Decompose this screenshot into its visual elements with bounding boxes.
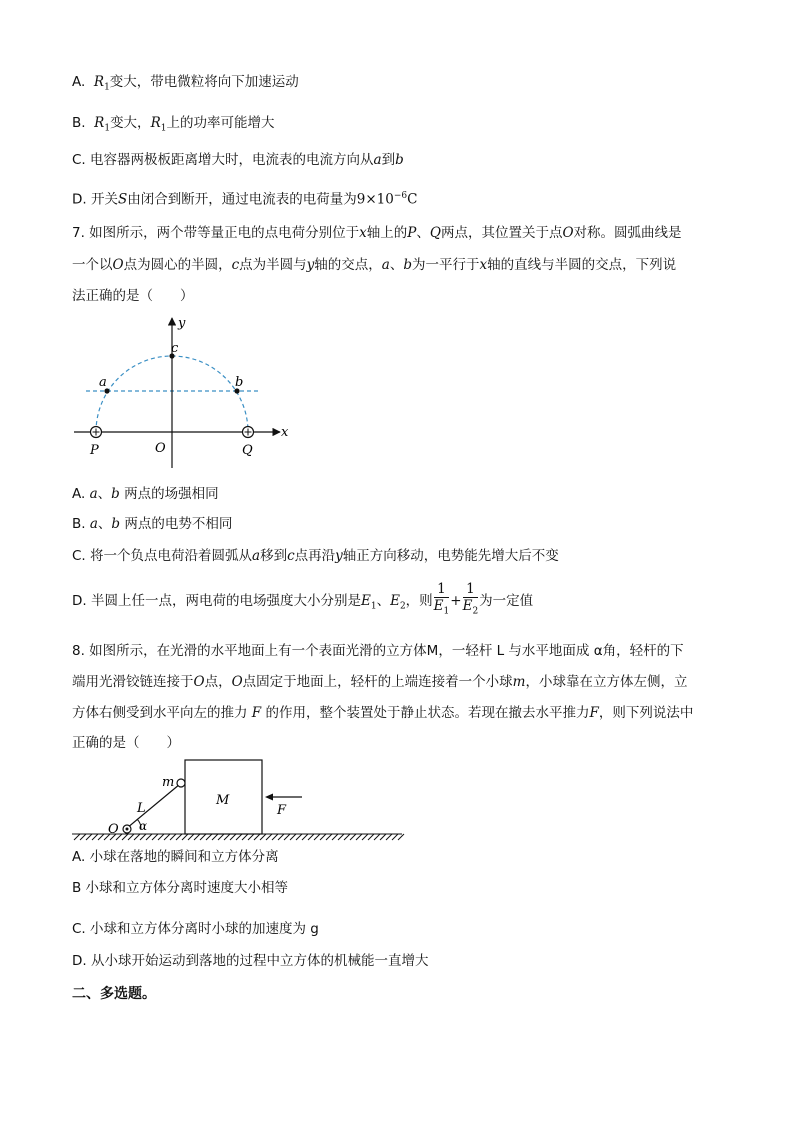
- fraction-1-over-e2: $\frac{1}{E_2}$: [462, 581, 479, 617]
- q8-option-a: A. 小球在落地的瞬间和立方体分离: [72, 849, 279, 865]
- ground-hatch-mark: [152, 834, 158, 840]
- q8-stem-line-2: 端用光滑铰链连接于O点，O点固定于地面上，轻杆的上端连接着一个小球m，小球靠在立方体左侧，立: [72, 674, 688, 690]
- q6-option-d: D. 开关S由闭合到断开，通过电流表的电荷量为$9\times 10^{-6}C$: [72, 191, 418, 208]
- q8-option-c: C. 小球和立方体分离时小球的加速度为 g: [72, 921, 319, 937]
- ground-hatch-mark: [254, 834, 260, 840]
- ground-hatch-mark: [398, 834, 404, 840]
- q6-option-a: A. $R_1$变大，带电微粒将向下加速运动: [72, 74, 299, 93]
- ground-hatch-mark: [140, 834, 146, 840]
- ground-hatch-mark: [80, 834, 86, 840]
- label-p: P: [90, 443, 99, 458]
- ground-hatch-mark: [308, 834, 314, 840]
- ground-hatch-mark: [374, 834, 380, 840]
- label-F: F: [277, 803, 287, 818]
- ground-hatch-mark: [284, 834, 290, 840]
- ground-hatch-mark: [206, 834, 212, 840]
- ground-hatch-mark: [212, 834, 218, 840]
- q8-figure: [70, 756, 410, 846]
- label-c: c: [171, 341, 179, 356]
- ground-hatch-mark: [74, 834, 80, 840]
- charge-p: [91, 427, 102, 438]
- ground-hatch-mark: [230, 834, 236, 840]
- ground-hatch-mark: [320, 834, 326, 840]
- q7-stem-line-3: 法正确的是（ ）: [72, 288, 194, 304]
- ground-hatch-mark: [158, 834, 164, 840]
- label-O: O: [108, 822, 119, 837]
- label-q: Q: [242, 443, 253, 458]
- label-o: O: [155, 441, 166, 456]
- q8-stem-line-3: 方体右侧受到水平向左的推力 F 的作用，整个装置处于静止状态。若现在撤去水平推力F，则下列说法中: [72, 705, 694, 721]
- q7-stem-line-1: 7. 如图所示，两个带等量正电的点电荷分别位于x轴上的P、Q两点，其位置关于点O对称。圆弧曲线是: [72, 225, 682, 241]
- ground-hatch-mark: [314, 834, 320, 840]
- rod-l: [127, 784, 180, 828]
- q7-option-c: C. 将一个负点电荷沿着圆弧从a移到c点再沿y轴正方向移动，电势能先增大后不变: [72, 548, 559, 564]
- label-M: M: [216, 793, 230, 808]
- ground-hatch-mark: [200, 834, 206, 840]
- ground-hatch-mark: [182, 834, 188, 840]
- label-y: y: [178, 316, 186, 331]
- label-L: L: [137, 801, 146, 816]
- q7-stem-line-2: 一个以O点为圆心的半圆，c点为半圆与y轴的交点，a、b为一平行于x轴的直线与半圆的交点，下列说: [72, 257, 677, 273]
- ground-hatch-mark: [278, 834, 284, 840]
- ground-hatch-mark: [236, 834, 242, 840]
- ground-hatch-mark: [188, 834, 194, 840]
- q8-stem-line-1: 8. 如图所示，在光滑的水平地面上有一个表面光滑的立方体M，一轻杆 L 与水平地面成 α角，轻杆的下: [72, 643, 684, 659]
- ground-hatch-mark: [224, 834, 230, 840]
- ground-hatch-mark: [296, 834, 302, 840]
- ground-hatch-mark: [344, 834, 350, 840]
- ground-hatch-mark: [98, 834, 104, 840]
- ground-hatch-mark: [380, 834, 386, 840]
- ground-hatch-mark: [332, 834, 338, 840]
- ground-hatch-mark: [248, 834, 254, 840]
- ground-hatch-mark: [86, 834, 92, 840]
- ground-hatch-mark: [260, 834, 266, 840]
- ground-hatch-mark: [338, 834, 344, 840]
- q7-option-b: B. a、b 两点的电势不相同: [72, 516, 233, 532]
- ground-hatch-mark: [266, 834, 272, 840]
- ground-hatch-mark: [122, 834, 128, 840]
- ground-hatch-mark: [218, 834, 224, 840]
- q7-figure: [70, 312, 300, 474]
- q8-stem-line-4: 正确的是（ ）: [72, 735, 180, 751]
- ball-m: [177, 779, 185, 787]
- q6-option-c: C. 电容器两极板距离增大时，电流表的电流方向从a到b: [72, 152, 404, 168]
- label-m-small: m: [162, 775, 175, 790]
- ground-hatch-mark: [350, 834, 356, 840]
- ground-hatch-mark: [134, 834, 140, 840]
- label-b: b: [235, 375, 244, 390]
- ground-hatch-mark: [176, 834, 182, 840]
- q7-option-d: D. 半圆上任一点，两电荷的电场强度大小分别是$E_1$、$E_2$，则 $\frac{1}{E_1}$ + $\frac{1}{E_2}$ 为一定值: [72, 582, 533, 624]
- ground-hatch-mark: [242, 834, 248, 840]
- section-heading: 二、多选题。: [72, 986, 156, 1002]
- ground-hatch-mark: [194, 834, 200, 840]
- ground-hatch-mark: [290, 834, 296, 840]
- ground-hatch-mark: [326, 834, 332, 840]
- charge-q: [243, 427, 254, 438]
- q8-option-d: D. 从小球开始运动到落地的过程中立方体的机械能一直增大: [72, 953, 429, 969]
- label-alpha: α: [139, 819, 148, 833]
- ground-hatch-mark: [392, 834, 398, 840]
- ground: [72, 834, 404, 840]
- label-a: a: [99, 375, 107, 390]
- fraction-1-over-e1: $\frac{1}{E_1}$: [433, 581, 450, 617]
- ground-hatch-mark: [128, 834, 134, 840]
- ground-hatch-mark: [164, 834, 170, 840]
- q7-option-a: A. a、b 两点的场强相同: [72, 486, 219, 502]
- ground-hatch-mark: [146, 834, 152, 840]
- ground-hatch-mark: [92, 834, 98, 840]
- ground-hatch-mark: [386, 834, 392, 840]
- label-x: x: [281, 425, 289, 440]
- ground-hatch-mark: [362, 834, 368, 840]
- ground-hatch-mark: [356, 834, 362, 840]
- q6-option-b: B. $R_1$变大，$R_1$上的功率可能增大: [72, 115, 275, 134]
- ground-hatch-mark: [302, 834, 308, 840]
- ground-hatch-mark: [272, 834, 278, 840]
- ground-hatch-mark: [170, 834, 176, 840]
- q8-option-b: B 小球和立方体分离时速度大小相等: [72, 880, 289, 896]
- ground-hatch-mark: [368, 834, 374, 840]
